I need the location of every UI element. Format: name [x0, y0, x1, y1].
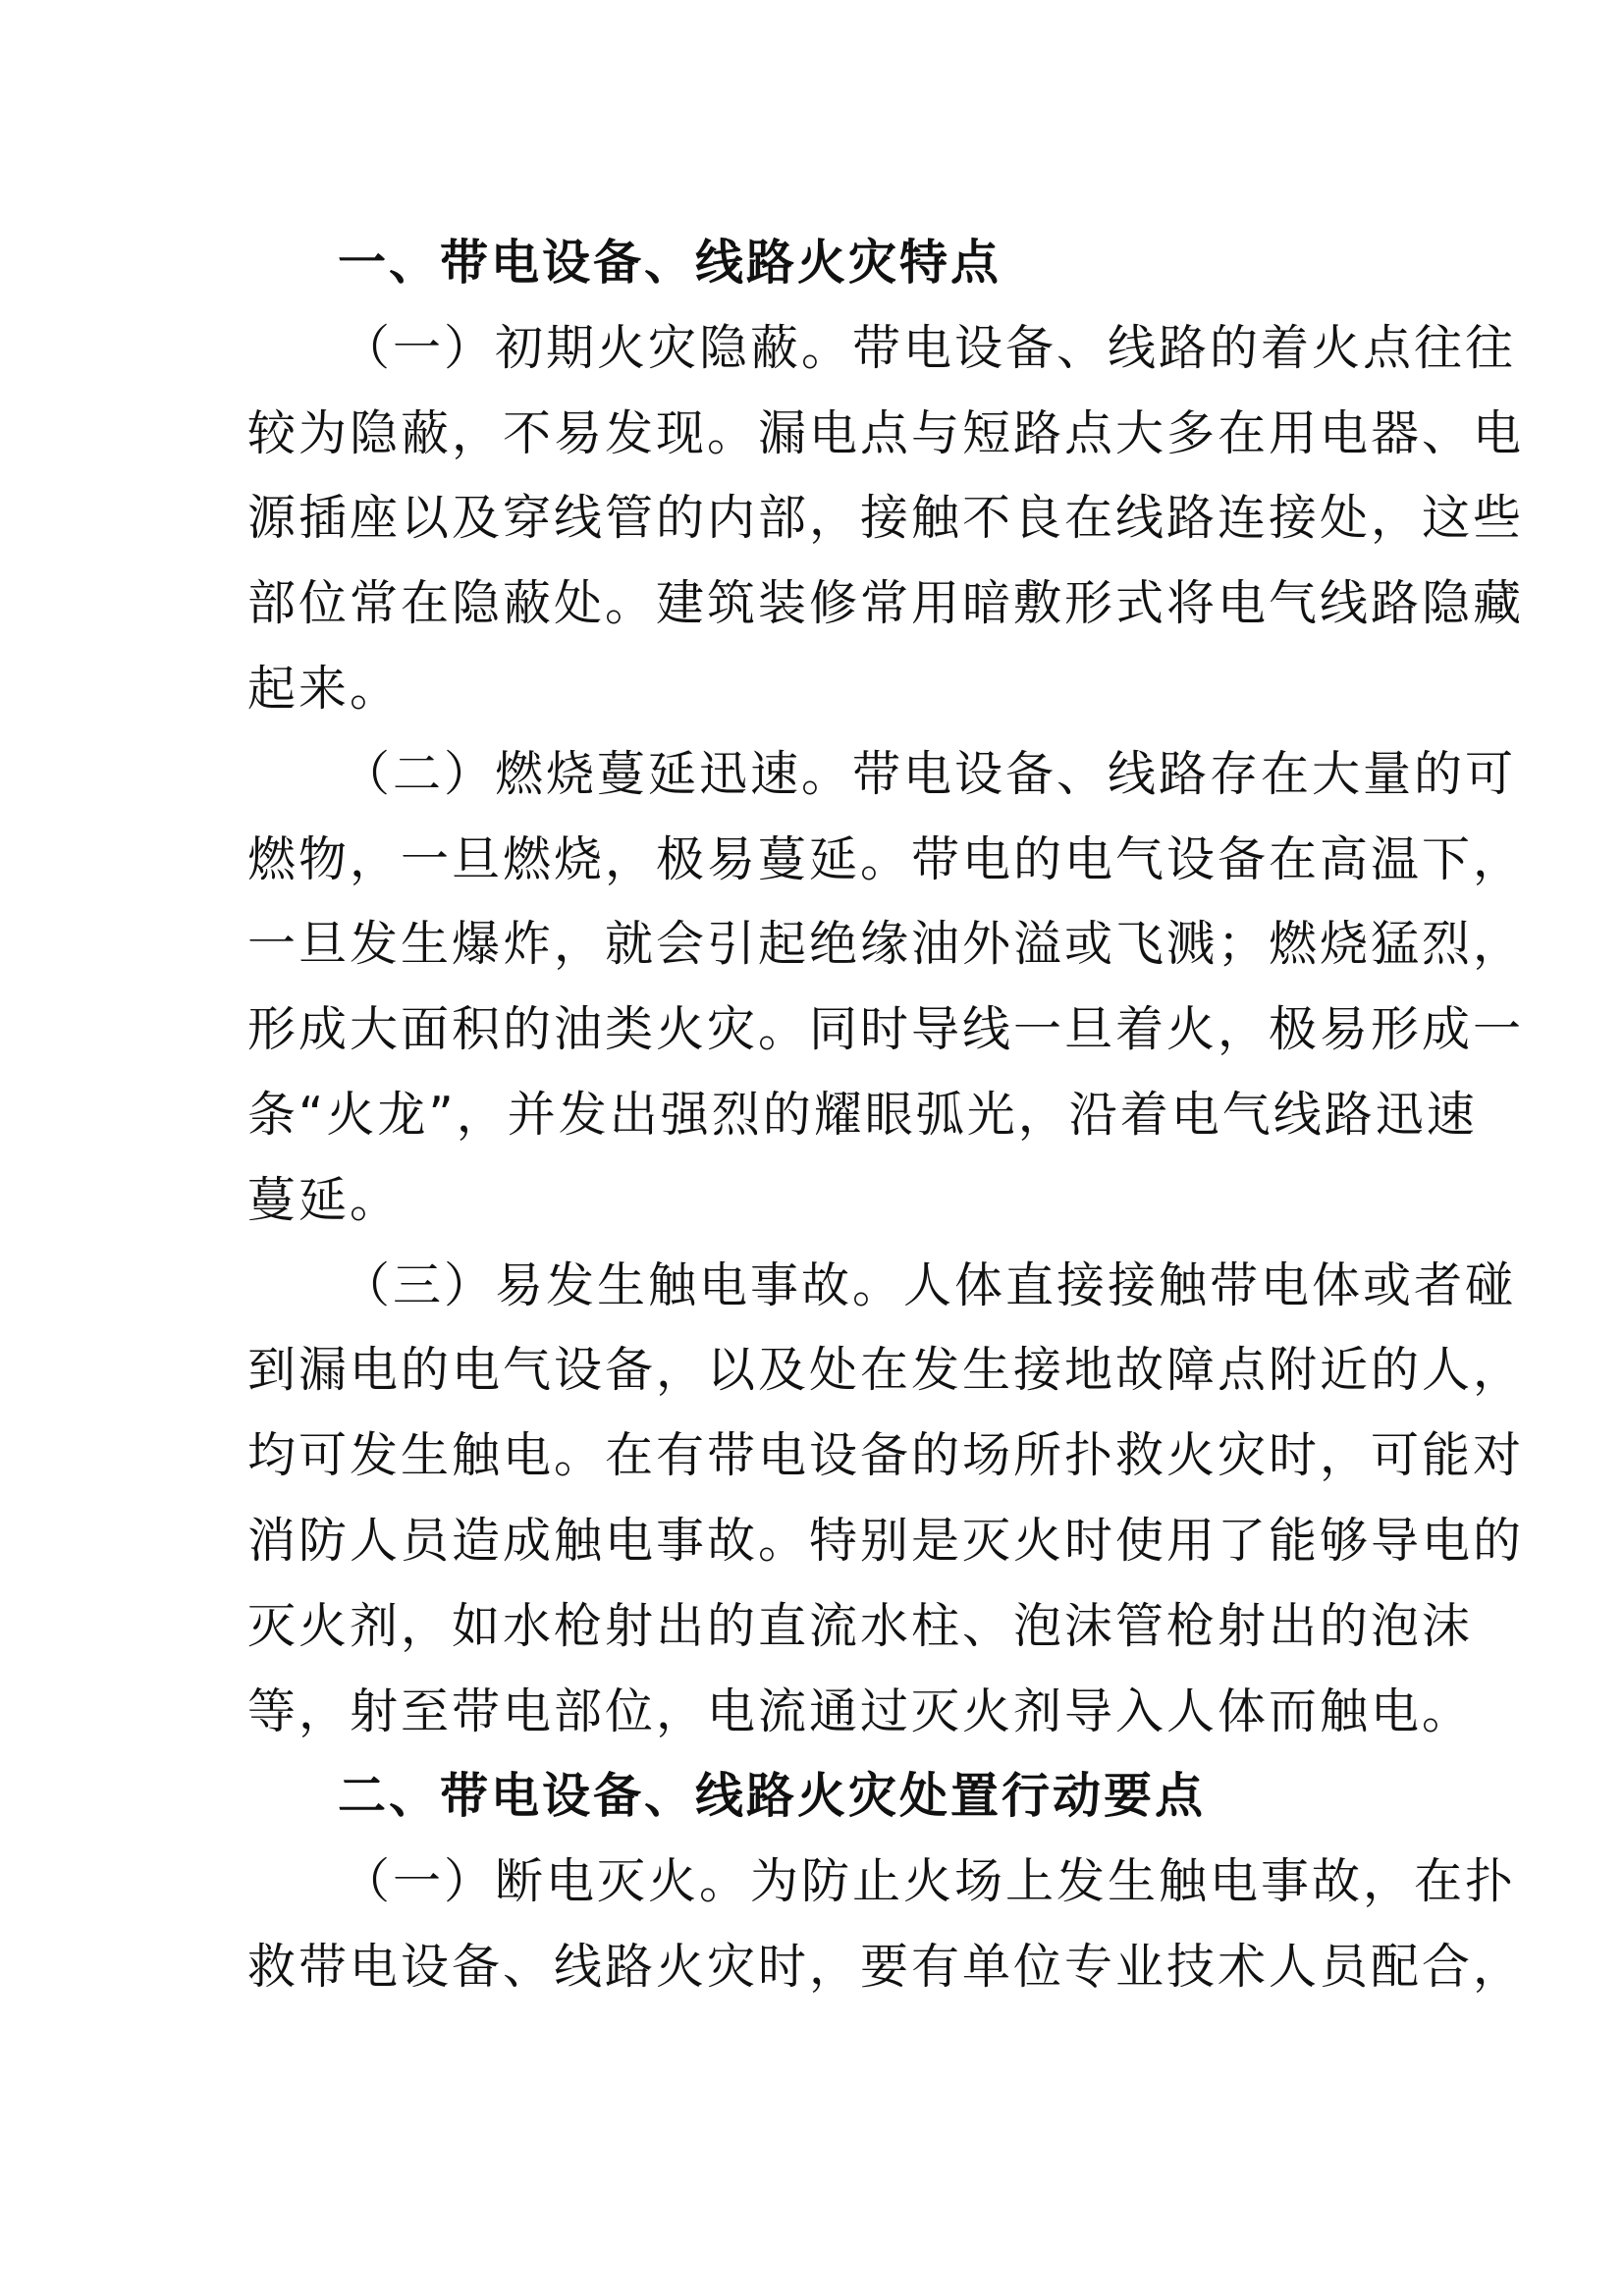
text-line: 均可发生触电。在有带电设备的场所扑救火灾时，可能对: [247, 1427, 1525, 1484]
text-line: 源插座以及穿线管的内部，接触不良在线路连接处，这些: [247, 490, 1525, 547]
text-line: 到漏电的电气设备，以及处在发生接地故障点附近的人，: [247, 1342, 1525, 1399]
paragraph: [247, 1840, 1525, 2010]
text-line: 灭火剂，如水枪射出的直流水柱、泡沫管枪射出的泡沫: [247, 1597, 1474, 1654]
text-line: 消防人员造成触电事故。特别是灭火时使用了能够导电的: [247, 1512, 1525, 1569]
text-line: 蔓延。: [247, 1171, 402, 1228]
text-line: 形成大面积的油类火灾。同时导线一旦着火，极易形成一: [247, 1001, 1525, 1058]
text-line: （一）初期火灾隐蔽。带电设备、线路的着火点往往: [342, 319, 1517, 376]
paragraph: [247, 732, 1525, 1244]
text-line: 条“火龙”，并发出强烈的耀眼弧光，沿着电气线路迅速: [247, 1086, 1478, 1143]
text-line: （一）断电灭火。为防止火场上发生触电事故，在扑: [342, 1853, 1517, 1910]
paragraph: [247, 306, 1525, 732]
text-line: 等，射至带电部位，电流通过灭火剂导入人体而触电。: [247, 1682, 1474, 1739]
text-line: （二）燃烧蔓延迅速。带电设备、线路存在大量的可: [342, 745, 1517, 802]
paragraph: [247, 1244, 1525, 1755]
section-heading: 一、带电设备、线路火灾特点: [338, 235, 1002, 291]
document-page: [247, 221, 1525, 2010]
text-line: 较为隐蔽，不易发现。漏电点与短路点大多在用电器、电: [247, 404, 1525, 461]
text-line: 燃物，一旦燃烧，极易蔓延。带电的电气设备在高温下，: [247, 830, 1525, 887]
text-line: 救带电设备、线路火灾时，要有单位专业技术人员配合，: [247, 1938, 1525, 1995]
section-heading: 二、带电设备、线路火灾处置行动要点: [338, 1768, 1207, 1825]
text-line: 一旦发生爆炸，就会引起绝缘油外溢或飞溅；燃烧猛烈，: [247, 916, 1525, 973]
text-line: 起来。: [247, 660, 402, 717]
text-line: （三）易发生触电事故。人体直接接触带电体或者碰: [342, 1256, 1517, 1313]
text-line: 部位常在隐蔽处。建筑装修常用暗敷形式将电气线路隐藏: [247, 575, 1525, 632]
